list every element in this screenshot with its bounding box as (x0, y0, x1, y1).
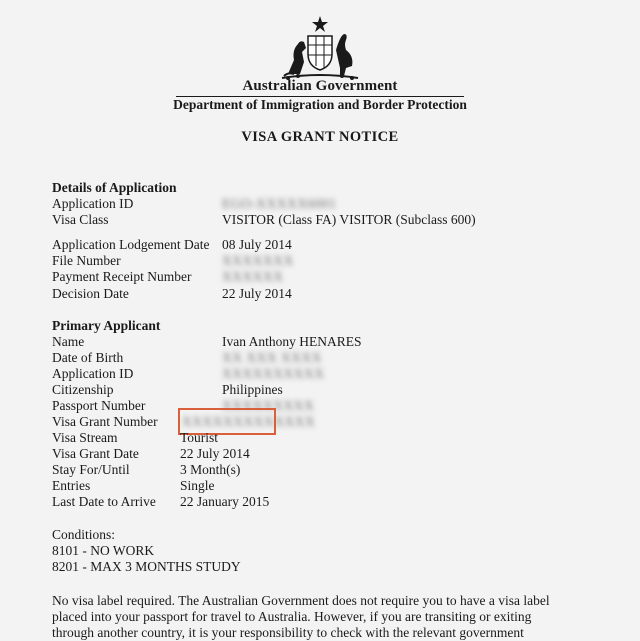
field-value-redacted: XXXXXXXXXXXXX (182, 414, 316, 429)
condition-item: 8201 - MAX 3 MONTHS STUDY (52, 559, 241, 574)
condition-item: 8101 - NO WORK (52, 543, 155, 558)
details-heading: Details of Application (52, 180, 177, 195)
field-label: Application ID (52, 196, 134, 211)
notice-paragraph (52, 593, 612, 641)
field-label: Visa Stream (52, 430, 118, 445)
field-value: 22 July 2014 (222, 286, 292, 301)
notice-title: VISA GRANT NOTICE (241, 129, 399, 145)
field-label: Visa Class (52, 212, 109, 227)
field-label: Citizenship (52, 382, 114, 397)
field-value: Single (180, 478, 215, 493)
field-value: 08 July 2014 (222, 237, 292, 252)
field-value-redacted: XX XXX XXXX (222, 350, 322, 365)
coat-of-arms-icon (274, 14, 366, 84)
field-value-redacted: XXXXXXX (222, 253, 294, 268)
field-value-redacted: EGO-XXXXX6001 (222, 196, 337, 211)
field-label: Passport Number (52, 398, 146, 413)
field-value-redacted: XXXXXXXXXX (222, 366, 325, 381)
government-title: Australian Government (242, 78, 398, 94)
field-value: 22 July 2014 (180, 446, 250, 461)
field-label: Name (52, 334, 85, 349)
field-label: Entries (52, 478, 91, 493)
paragraph-line: No visa label required. The Australian Government does not require you to have a visa label (52, 593, 550, 608)
field-label: Payment Receipt Number (52, 269, 192, 284)
field-label: Date of Birth (52, 350, 124, 365)
field-value: VISITOR (Class FA) VISITOR (Subclass 600) (222, 212, 476, 227)
field-label: Application ID (52, 366, 134, 381)
field-value: Philippines (222, 382, 283, 397)
paragraph-line: through another country, it is your responsibility to check with the relevant government (52, 625, 524, 640)
field-label: File Number (52, 253, 121, 268)
field-value: 22 January 2015 (180, 494, 270, 509)
conditions-heading: Conditions: (52, 527, 116, 542)
field-value-redacted: XXXXXX (222, 269, 284, 284)
field-value: 3 Month(s) (180, 462, 241, 477)
field-label: Decision Date (52, 286, 129, 301)
field-label: Application Lodgement Date (52, 237, 210, 252)
paragraph-line: placed into your passport for travel to Australia. However, if you are transiting or exiting (52, 609, 532, 624)
applicant-heading: Primary Applicant (52, 318, 161, 333)
field-label: Visa Grant Date (52, 446, 139, 461)
field-label: Visa Grant Number (52, 414, 158, 429)
field-value: Tourist (180, 430, 219, 445)
department-title: Department of Immigration and Border Protection (173, 97, 467, 112)
field-label: Last Date to Arrive (52, 494, 156, 509)
field-value-redacted: XXXXXXXXX (222, 398, 315, 413)
field-value: Ivan Anthony HENARES (222, 334, 362, 349)
field-label: Stay For/Until (52, 462, 130, 477)
